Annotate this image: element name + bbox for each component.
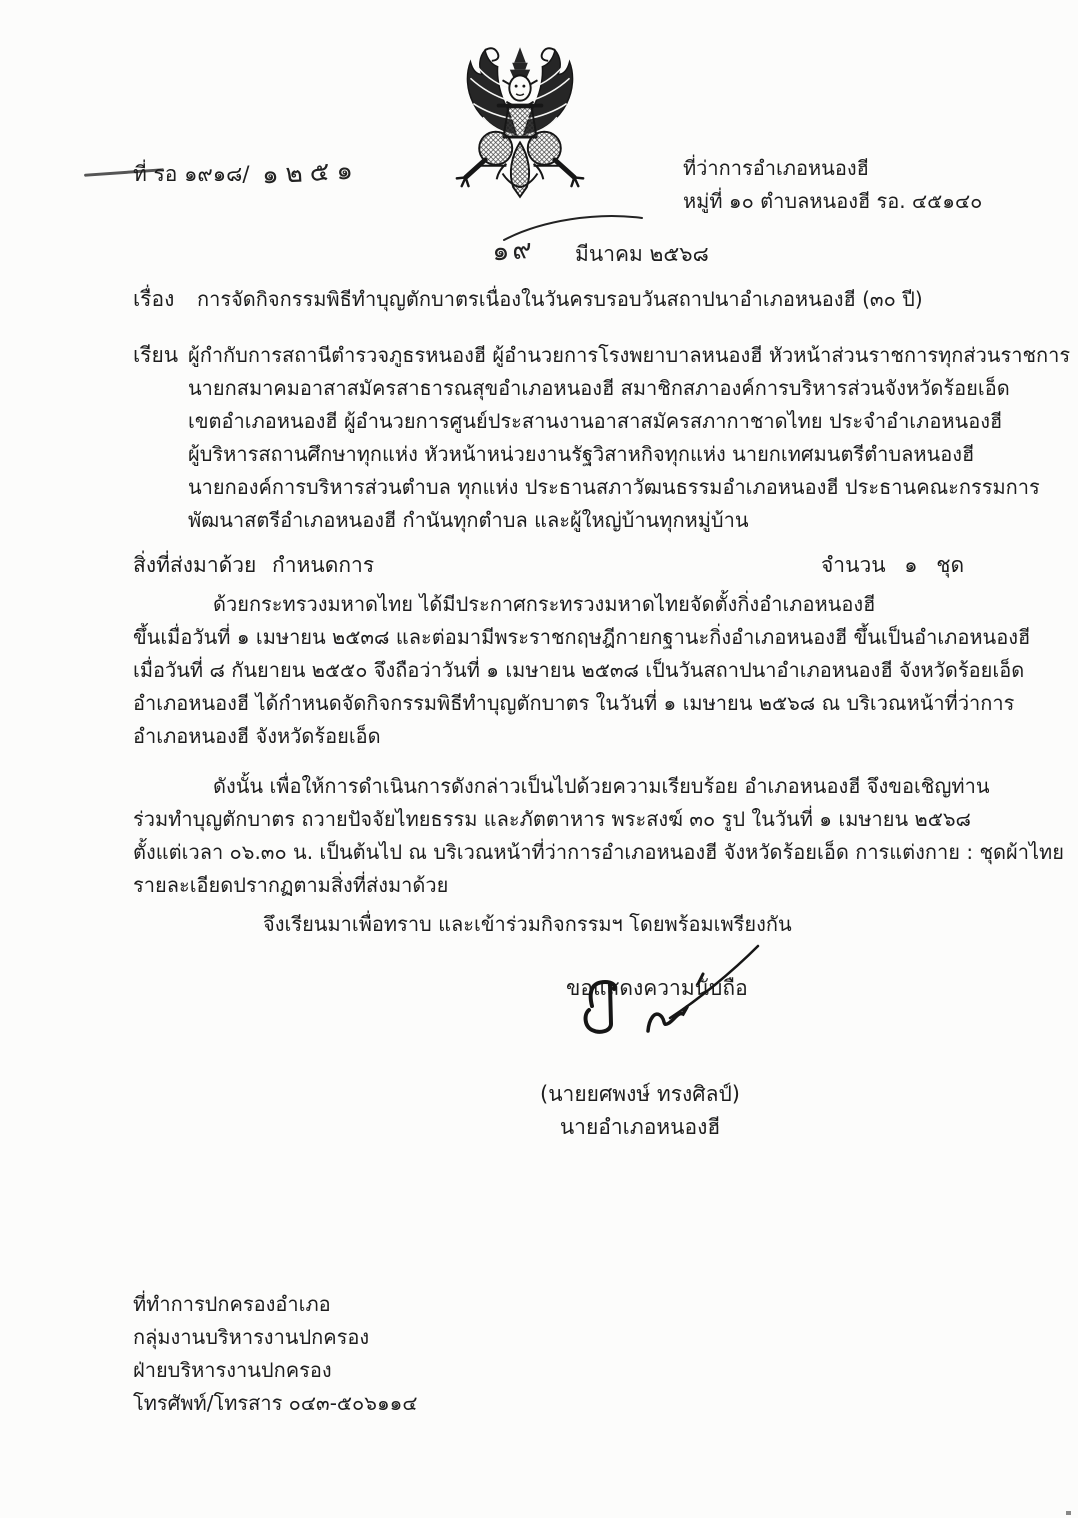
recipients-label: เรียน: [133, 343, 179, 367]
body-paragraph-1: [133, 588, 1030, 753]
body-paragraph-2: [133, 770, 1064, 902]
footer-line: โทรศัพท์/โทรสาร ๐๔๓-๕๐๖๑๑๔: [133, 1391, 418, 1415]
footer-line: ฝ่ายบริหารงานปกครอง: [133, 1358, 332, 1382]
recipient-line: ผู้บริหารสถานศึกษาทุกแห่ง หัวหน้าหน่วยงานรัฐวิสาหกิจทุกแห่ง นายกเทศมนตรีตำบลหนองฮี: [188, 442, 975, 466]
signer-name: (นายยศพงษ์ ทรงศิลป์): [540, 1082, 740, 1106]
body-line: อำเภอหนองฮี จังหวัดร้อยเอ็ด: [133, 724, 381, 748]
body-line: อำเภอหนองฮี ได้กำหนดจัดกิจกรรมพิธีทำบุญตักบาตร ในวันที่ ๑ เมษายน ๒๕๖๘ ณ บริเวณหน้าที่ว่าการ: [133, 691, 1015, 715]
signature-scribble: [552, 934, 782, 1074]
salutation: ขอแสดงความนับถือ: [566, 976, 748, 1000]
recipient-line: นายกสมาคมอาสาสมัครสาธารณสุขอำเภอหนองฮี สมาชิกสภาองค์การบริหารส่วนจังหวัดร้อยเอ็ด: [188, 376, 1010, 400]
closing-sentence: จึงเรียนมาเพื่อทราบ และเข้าร่วมกิจกรรมฯ โดยพร้อมเพรียงกัน: [263, 912, 792, 936]
attachment-text: กำหนดการ: [272, 553, 375, 577]
recipient-line: เขตอำเภอหนองฮี ผู้อำนวยการศูนย์ประสานงานอาสาสมัครสภากาชาดไทย ประจำอำเภอหนองฮี: [188, 409, 1003, 433]
body-line: ตั้งแต่เวลา ๐๖.๓๐ น. เป็นต้นไป ณ บริเวณหน้าที่ว่าการอำเภอหนองฮี จังหวัดร้อยเอ็ด การแต่งกาย : ชุดผ้าไทย: [133, 840, 1064, 864]
footer-contact-block: [133, 1288, 417, 1420]
body-line: ด้วยกระทรวงมหาดไทย ได้มีประกาศกระทรวงมหาดไทยจัดตั้งกิ่งอำเภอหนองฮี: [213, 592, 876, 616]
signer-title: นายอำเภอหนองฮี: [559, 1115, 721, 1139]
footer-line: ที่ทำการปกครองอำเภอ: [133, 1292, 331, 1316]
office-address: หมู่ที่ ๑๐ ตำบลหนองฮี รอ. ๔๕๑๔๐: [683, 189, 983, 213]
body-line: ดังนั้น เพื่อให้การดำเนินการดังกล่าวเป็นไปด้วยความเรียบร้อย อำเภอหนองฮี จึงขอเชิญท่าน: [213, 774, 990, 798]
attachment-count: จำนวน ๑ ชุด: [821, 553, 965, 577]
office-name: ที่ว่าการอำเภอหนองฮี: [683, 156, 869, 180]
date-day-handwritten: ๑๙: [491, 233, 537, 268]
recipient-line: ผู้กำกับการสถานีตำรวจภูธรหนองฮี ผู้อำนวยการโรงพยาบาลหนองฮี หัวหน้าส่วนราชการทุกส่วนราชการ: [188, 343, 1071, 367]
body-line: ขึ้นเมื่อวันที่ ๑ เมษายน ๒๕๓๘ และต่อมามีพระราชกฤษฎีกายกฐานะกิ่งอำเภอหนองฮี ขึ้นเป็นอำเภอหนองฮี: [133, 625, 1031, 649]
recipient-line: นายกองค์การบริหารส่วนตำบล ทุกแห่ง ประธานสภาวัฒนธรรมอำเภอหนองฮี ประธานคณะกรรมการ: [188, 475, 1040, 499]
scan-artifact: [1066, 1511, 1071, 1515]
date-month-year: มีนาคม ๒๕๖๘: [575, 242, 709, 266]
ref-number-printed: ที่ รอ ๑๙๑๘/: [133, 162, 250, 186]
footer-line: กลุ่มงานบริหารงานปกครอง: [133, 1325, 370, 1349]
office-address-block: [683, 152, 982, 218]
subject-text: การจัดกิจกรรมพิธีทำบุญตักบาตรเนื่องในวันครบรอบวันสถาปนาอำเภอหนองฮี (๓๐ ปี): [197, 287, 923, 311]
recipients-block: [188, 339, 1070, 537]
ref-number-handwritten: ๑๒๕๑: [261, 155, 361, 191]
subject-label: เรื่อง: [133, 287, 175, 311]
attachment-label: สิ่งที่ส่งมาด้วย: [133, 553, 257, 577]
ref-number: [133, 152, 360, 193]
body-line: เมื่อวันที่ ๘ กันยายน ๒๕๕๐ จึงถือว่าวันที่ ๑ เมษายน ๒๕๓๘ เป็นวันสถาปนาอำเภอหนองฮี จังหวัดร้อยเอ็ด: [133, 658, 1025, 682]
body-line: ร่วมทำบุญตักบาตร ถวายปัจจัยไทยธรรม และภัตตาหาร พระสงฆ์ ๓๐ รูป ในวันที่ ๑ เมษายน ๒๕๖๘: [133, 807, 971, 831]
garuda-emblem-icon: [452, 44, 588, 202]
recipient-line: พัฒนาสตรีอำเภอหนองฮี กำนันทุกตำบล และผู้ใหญ่บ้านทุกหมู่บ้าน: [188, 508, 749, 532]
body-line: รายละเอียดปรากฏตามสิ่งที่ส่งมาด้วย: [133, 873, 449, 897]
